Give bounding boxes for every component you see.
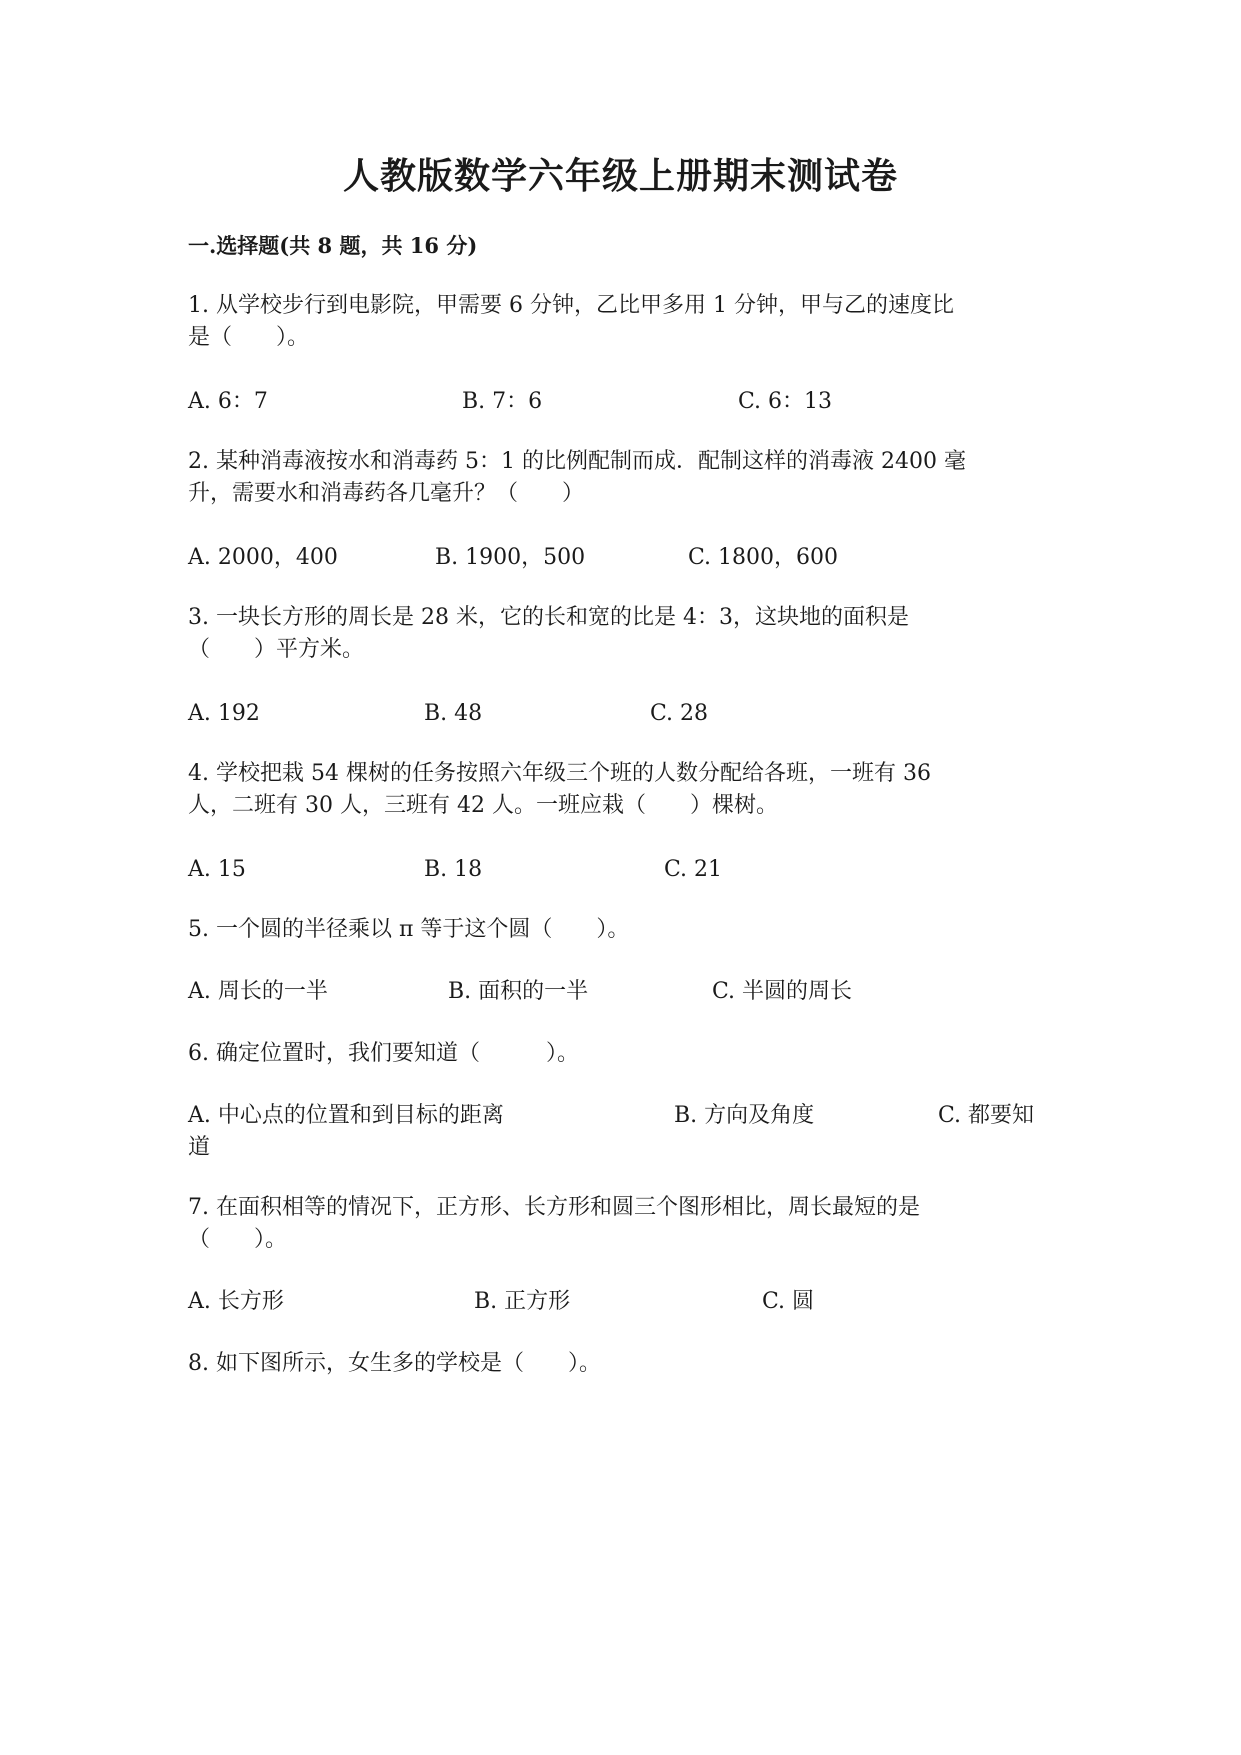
question-text-line: 5. 一个圆的半径乘以 π 等于这个圆（ ）。 [188,917,630,942]
question-text-line: 6. 确定位置时，我们要知道（ ）。 [188,1041,579,1066]
question-text-line: 人，二班有 30 人，三班有 42 人。一班应栽（ ）棵树。 [188,793,778,818]
question-text-line: 升，需要水和消毒药各几毫升？（ ） [188,481,585,506]
option-b: B. 方向及角度 [674,1103,815,1128]
question-text-line: 4. 学校把栽 54 棵树的任务按照六年级三个班的人数分配给各班，一班有 36 [188,761,931,786]
option-c: C. 1800，600 [688,545,839,570]
option-a: A. 2000，400 [188,545,338,570]
option-a: A. 周长的一半 [188,979,328,1004]
option-b: B. 正方形 [474,1289,571,1314]
option-b: B. 7：6 [462,389,543,414]
option-c: C. 6：13 [738,389,833,414]
page-title: 人教版数学六年级上册期末测试卷 [342,155,898,197]
question-text-line: 7. 在面积相等的情况下，正方形、长方形和圆三个图形相比，周长最短的是 [188,1195,920,1220]
option-c: C. 圆 [762,1289,815,1314]
option-b: B. 48 [424,701,483,726]
question-text-line: （ ）平方米。 [188,637,365,662]
option-c: C. 21 [664,857,723,882]
option-c: C. 28 [650,701,709,726]
question-text-line: 2. 某种消毒液按水和消毒药 5：1 的比例配制而成．配制这样的消毒液 2400 毫 [188,449,966,474]
option-a: A. 192 [188,701,260,726]
option-a: A. 长方形 [188,1289,284,1314]
question-text-line: 3. 一块长方形的周长是 28 米，它的长和宽的比是 4：3，这块地的面积是 [188,605,909,630]
option-a: A. 15 [188,857,246,882]
option-c: C. 半圆的周长 [712,979,853,1004]
option-c-wrap: 道 [188,1135,211,1160]
option-a: A. 6：7 [188,389,268,414]
option-b: B. 1900，500 [435,545,586,570]
question-text-line: 1. 从学校步行到电影院，甲需要 6 分钟，乙比甲多用 1 分钟，甲与乙的速度比 [188,293,954,318]
question-text-line: 8. 如下图所示，女生多的学校是（ ）。 [188,1351,601,1376]
option-a: A. 中心点的位置和到目标的距离 [188,1103,504,1128]
option-b: B. 18 [424,857,483,882]
option-b: B. 面积的一半 [448,979,589,1004]
question-text-line: 是（ ）。 [188,325,310,350]
question-text-line: （ ）。 [188,1227,288,1252]
option-c: C. 都要知 [938,1103,1035,1128]
section-heading: 一.选择题(共 8 题，共 16 分) [188,233,478,258]
